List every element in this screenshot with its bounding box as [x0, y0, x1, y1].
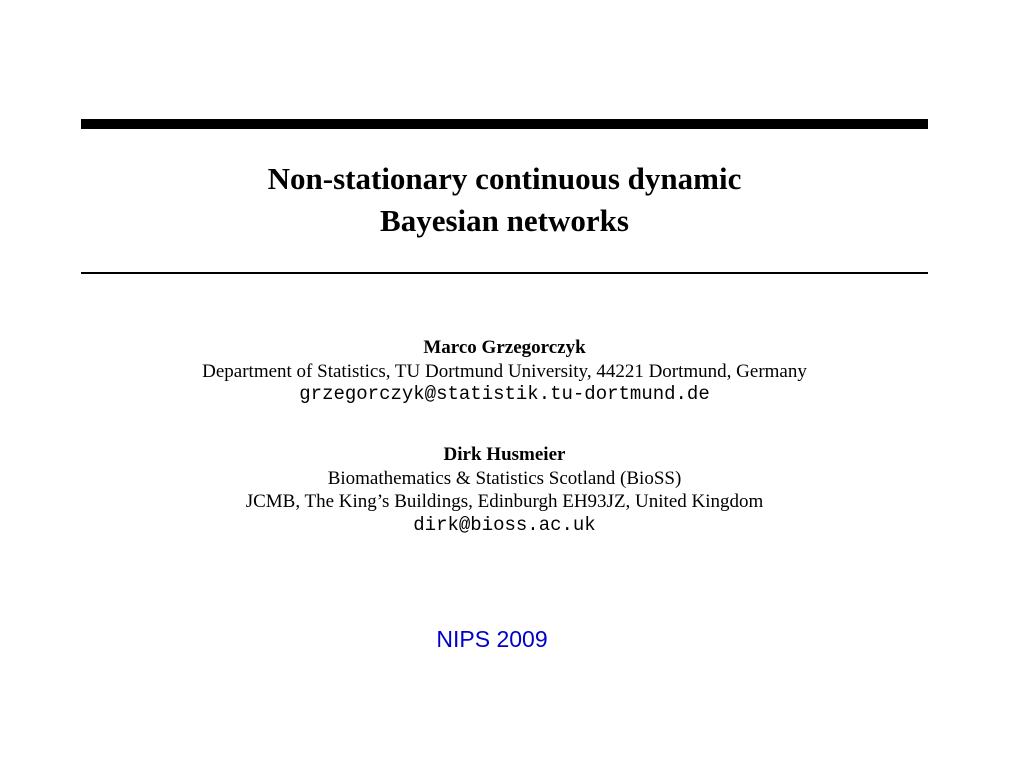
author-email: grzegorczyk@statistik.tu-dortmund.de — [299, 383, 710, 405]
author-name: Dirk Husmeier — [443, 444, 566, 465]
paper-title — [81, 158, 928, 242]
author-block-2 — [81, 443, 928, 537]
author-affiliation: Department of Statistics, TU Dortmund University, 44221 Dortmund, Germany — [202, 360, 807, 382]
author-email: dirk@bioss.ac.uk — [413, 513, 596, 536]
author-affiliation-line-1: Biomathematics & Statistics Scotland (BioSS) — [327, 467, 682, 489]
title-line-2: Bayesian networks — [380, 203, 629, 238]
venue-label: NIPS 2009 — [436, 626, 548, 652]
title-line-1: Non-stationary continuous dynamic — [267, 161, 742, 196]
author-affiliation-line-2: JCMB, The King’s Buildings, Edinburgh EH93JZ, United Kingdom — [245, 491, 764, 512]
bottom-thin-rule — [81, 272, 928, 274]
top-thick-rule — [81, 119, 928, 129]
author-block-1 — [81, 336, 928, 407]
author-name: Marco Grzegorczyk — [423, 337, 586, 358]
